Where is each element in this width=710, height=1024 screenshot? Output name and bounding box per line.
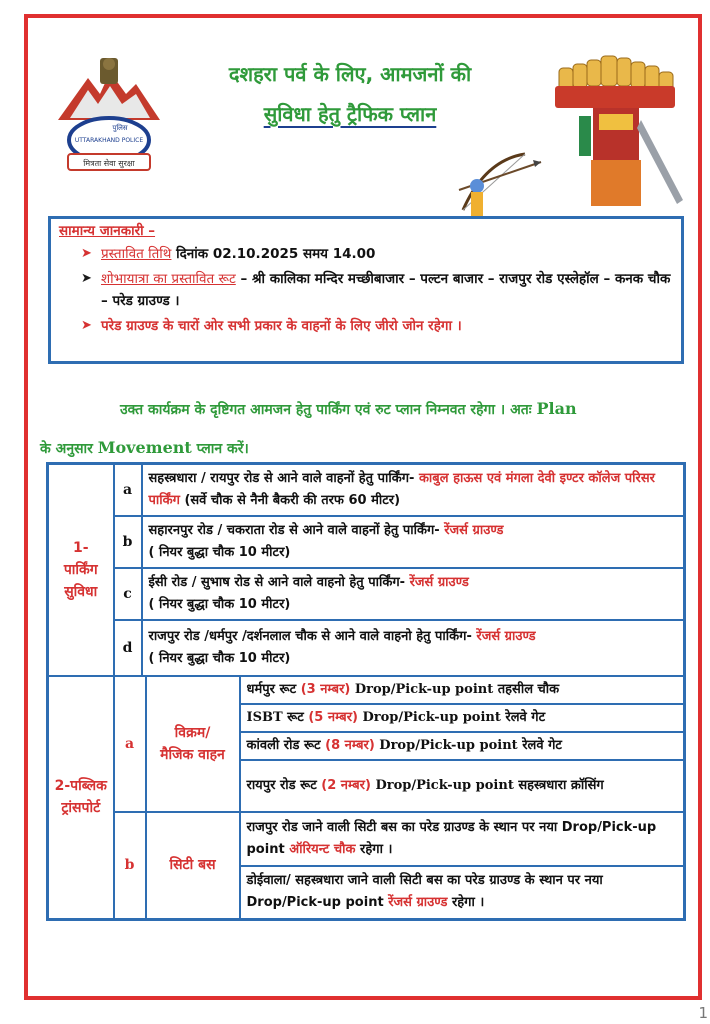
parking-row-d: राजपुर रोड /धर्मपुर /दर्शनलाल चौक से आने वाले वाहनो हेतु पार्किंग- रेंजर्स ग्राउण्ड ( नियर बुद्धा चौक 10 मीटर) bbox=[142, 620, 685, 676]
svg-text:मित्रता सेवा सुरक्षा: मित्रता सेवा सुरक्षा bbox=[83, 159, 135, 168]
arrow-icon: ➤ bbox=[81, 246, 92, 261]
row-letter: d bbox=[114, 620, 142, 676]
police-logo bbox=[48, 50, 170, 176]
parking-section-label: 1- पार्किंग सुविधा bbox=[48, 464, 114, 676]
intro-paragraph: उक्त कार्यक्रम के दृष्टिगत आमजन हेतु पार्किंग एवं रुट प्लान निम्नवत रहेगा । अतः Plan के अनुसार Movement प्लान करें। bbox=[40, 399, 577, 457]
traffic-plan-table bbox=[46, 462, 686, 921]
arrow-icon: ➤ bbox=[81, 318, 92, 333]
row-letter: a bbox=[114, 464, 142, 516]
row-letter: a bbox=[114, 676, 146, 812]
vikram-route-isbt: ISBT रूट (5 नम्बर) Drop/Pick-up point रेलवे गेट bbox=[240, 704, 685, 732]
vikram-magic-vehicle-label: विक्रम/ मैजिक वाहन bbox=[146, 676, 240, 812]
table-row bbox=[48, 676, 685, 704]
parking-row-b: सहारनपुर रोड / चकराता रोड से आने वाले वाहनों हेतु पार्किंग- रेंजर्स ग्राउण्ड ( नियर बुद्धा चौक 10 मीटर) bbox=[142, 516, 685, 568]
page-number: 1 bbox=[698, 1004, 708, 1022]
arrow-icon: ➤ bbox=[81, 271, 92, 286]
row-letter: c bbox=[114, 568, 142, 620]
citybus-route-doiwala: डोईवाला/ सहस्त्रधारा जाने वाली सिटी बस का परेड ग्राउण्ड के स्थान पर नया Drop/Pick-up point रेंजर्स ग्राउण्ड रहेगा । bbox=[240, 866, 685, 920]
city-bus-label: सिटी बस bbox=[146, 812, 240, 920]
ram-archer-illustration bbox=[455, 150, 545, 220]
vikram-route-dharampur: धर्मपुर रूट (3 नम्बर) Drop/Pick-up point तहसील चौक bbox=[240, 676, 685, 704]
title-line-2: सुविधा हेतु ट्रैफिक प्लान bbox=[263, 102, 437, 126]
row-letter: b bbox=[114, 516, 142, 568]
title-line-1: दशहरा पर्व के लिए, आमजनों की bbox=[228, 62, 472, 86]
vikram-route-kanwali: कांवली रोड रूट (8 नम्बर) Drop/Pick-up point रेलवे गेट bbox=[240, 732, 685, 760]
info-proposed-date: ➤ प्रस्तावित तिथि दिनांक 02.10.2025 समय 14.00 bbox=[59, 243, 673, 265]
table-row bbox=[48, 620, 685, 676]
page-title bbox=[170, 54, 530, 134]
parking-row-a: सहस्त्रधारा / रायपुर रोड से आने वाले वाहनों हेतु पार्किंग- काबुल हाऊस एवं मंगला देवी इण्टर कॉलेज परिसर पार्किंग (सर्वे चौक से नैनी बैकरी की तरफ 60 मीटर) bbox=[142, 464, 685, 516]
public-transport-section-label: 2-पब्लिक ट्रांसपोर्ट bbox=[48, 676, 114, 920]
info-zero-zone: ➤ परेड ग्राउण्ड के चारों ओर सभी प्रकार के वाहनों के लिए जीरो जोन रहेगा । bbox=[59, 315, 673, 337]
svg-text:पुलिस: पुलिस bbox=[112, 124, 128, 132]
vikram-route-raipur: रायपुर रोड रूट (2 नम्बर) Drop/Pick-up point सहस्त्रधारा क्रॉसिंग bbox=[240, 760, 685, 812]
svg-text:UTTARAKHAND POLICE: UTTARAKHAND POLICE bbox=[74, 137, 144, 144]
parking-row-c: ईसी रोड / सुभाष रोड से आने वाले वाहनो हेतु पार्किंग- रेंजर्स ग्राउण्ड ( नियर बुद्धा चौक 10 मीटर) bbox=[142, 568, 685, 620]
row-letter: b bbox=[114, 812, 146, 920]
table-row bbox=[48, 568, 685, 620]
table-row bbox=[48, 516, 685, 568]
citybus-route-rajpur: राजपुर रोड जाने वाली सिटी बस का परेड ग्राउण्ड के स्थान पर नया Drop/Pick-up point ऑरियन्ट चौक रहेगा । bbox=[240, 812, 685, 866]
general-info-heading: सामान्य जानकारी – bbox=[59, 223, 156, 239]
table-row bbox=[48, 464, 685, 516]
table-row bbox=[48, 812, 685, 866]
ravan-effigy-illustration bbox=[545, 50, 695, 215]
general-info-box bbox=[48, 216, 684, 364]
info-procession-route: ➤ शोभायात्रा का प्रस्तावित रूट – श्री कालिका मन्दिर मच्छीबाजार – पल्टन बाजार – राजपुर रोड एस्लेहॉल – कनक चौक – परेड ग्राउण्ड । bbox=[59, 268, 673, 312]
